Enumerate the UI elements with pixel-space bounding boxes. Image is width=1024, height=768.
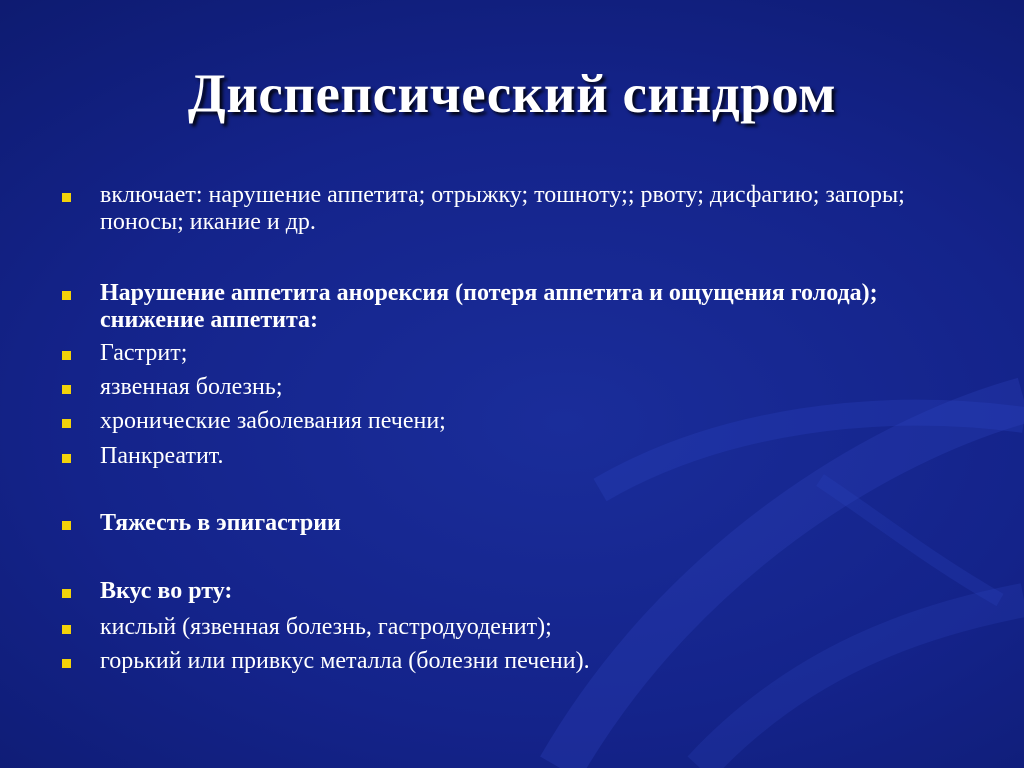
bullet-item: Гастрит;: [100, 340, 188, 366]
bullet-item: Нарушение аппетита анорексия (потеря аппетита и ощущения голода); снижение аппетита:: [100, 280, 878, 333]
bullet-item: горький или привкус металла (болезни печени).: [100, 648, 590, 674]
bullet-marker: [62, 454, 71, 463]
bullet-item: хронические заболевания печени;: [100, 408, 446, 434]
bullet-item: Тяжесть в эпигастрии: [100, 510, 341, 536]
bullet-item: включает: нарушение аппетита; отрыжку; тошноту;; рвоту; дисфагию; запоры; поносы; икание и др.: [100, 182, 905, 235]
bullet-marker: [62, 659, 71, 668]
bullet-item: кислый (язвенная болезнь, гастродуоденит);: [100, 614, 552, 640]
bullet-marker: [62, 521, 71, 530]
bullet-marker: [62, 385, 71, 394]
bullet-marker: [62, 193, 71, 202]
bullet-item: язвенная болезнь;: [100, 374, 283, 400]
bullet-marker: [62, 419, 71, 428]
slide-title: Диспепсический синдром: [187, 63, 837, 124]
bullet-marker: [62, 291, 71, 300]
bullet-marker: [62, 625, 71, 634]
bullet-item: Вкус во рту:: [100, 578, 233, 604]
bullet-item: Панкреатит.: [100, 443, 224, 469]
bullet-marker: [62, 589, 71, 598]
bullet-marker: [62, 351, 71, 360]
